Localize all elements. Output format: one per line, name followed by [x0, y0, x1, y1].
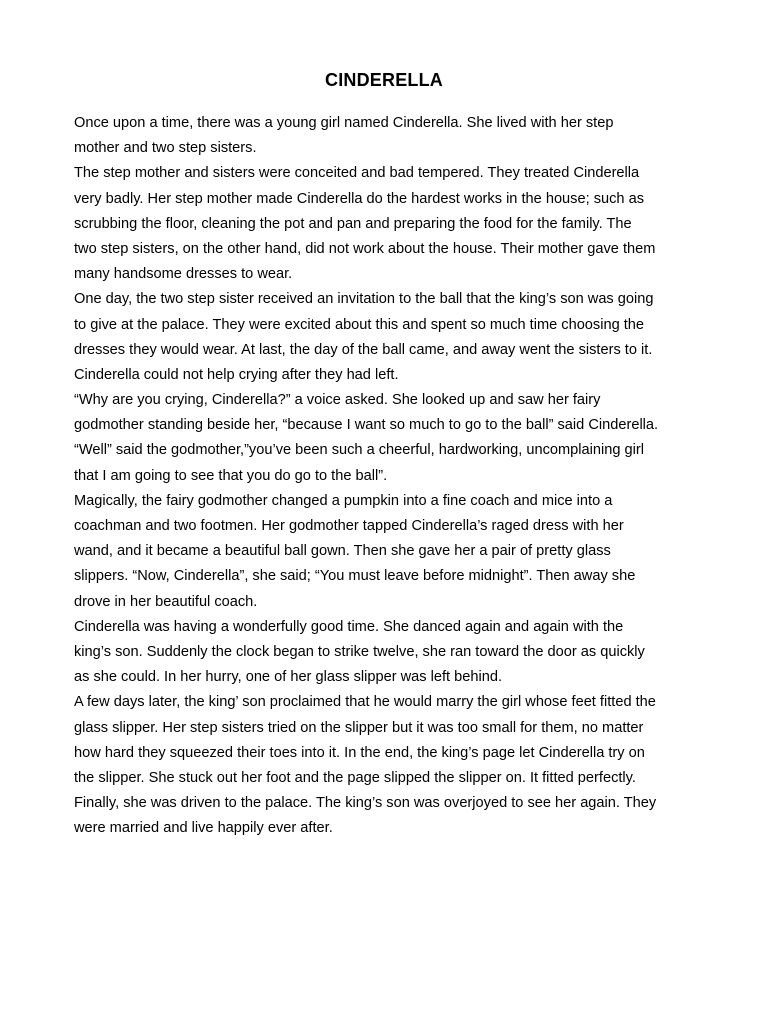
paragraph-line: king’s son. Suddenly the clock began to strike twelve, she ran toward the door as quickly	[74, 643, 645, 660]
paragraph-line: mother and two step sisters.	[74, 140, 257, 157]
paragraph-line: slippers. “Now, Cinderella”, she said; “You must leave before midnight”. Then away she	[74, 568, 636, 585]
paragraph-line: “Why are you crying, Cinderella?” a voice asked. She looked up and saw her fairy	[74, 392, 601, 409]
story-paragraph	[74, 690, 700, 841]
paragraph-line: the slipper. She stuck out her foot and the page slipped the slipper on. It fitted perfectly.	[74, 769, 636, 786]
paragraph-line: A few days later, the king’ son proclaimed that he would marry the girl whose feet fitted the	[74, 694, 656, 711]
paragraph-line: as she could. In her hurry, one of her glass slipper was left behind.	[74, 669, 503, 686]
story-paragraph	[74, 111, 700, 161]
paragraph-line: were married and live happily ever after.	[74, 820, 333, 837]
paragraph-line: how hard they squeezed their toes into it. In the end, the king’s page let Cinderella try on	[74, 744, 645, 761]
paragraph-line: One day, the two step sister received an invitation to the ball that the king’s son was going	[74, 291, 654, 308]
story-body	[74, 111, 700, 841]
paragraph-line: scrubbing the floor, cleaning the pot and pan and preparing the food for the family. The	[74, 215, 632, 232]
paragraph-line: coachman and two footmen. Her godmother tapped Cinderella’s raged dress with her	[74, 518, 624, 534]
paragraph-line: Magically, the fairy godmother changed a pumpkin into a fine coach and mice into a	[74, 492, 613, 509]
paragraph-line: wand, and it became a beautiful ball gown. Then she gave her a pair of pretty glass	[74, 543, 611, 560]
story-paragraph	[74, 615, 700, 691]
paragraph-line: godmother standing beside her, “because I want so much to go to the ball” said Cinderella.	[74, 417, 659, 434]
paragraph-line: drove in her beautiful coach.	[74, 593, 258, 610]
paragraph-line: that I am going to see that you do go to the ball”.	[74, 467, 388, 484]
story-paragraph	[74, 161, 700, 287]
paragraph-line: Cinderella could not help crying after they had left.	[74, 366, 399, 383]
paragraph-line: to give at the palace. They were excited about this and spent so much time choosing the	[74, 316, 645, 333]
paragraph-line: Once upon a time, there was a young girl named Cinderella. She lived with her step	[74, 115, 614, 131]
story-paragraph	[74, 388, 700, 489]
paragraph-line: two step sisters, on the other hand, did not work about the house. Their mother gave them	[74, 240, 656, 257]
paragraph-line: Cinderella was having a wonderfully good time. She danced again and again with the	[74, 618, 624, 635]
story-paragraph	[74, 287, 700, 388]
document-title: CINDERELLA	[325, 70, 443, 90]
paragraph-line: The step mother and sisters were conceited and bad tempered. They treated Cinderella	[74, 165, 640, 182]
paragraph-line: many handsome dresses to wear.	[74, 266, 293, 283]
paragraph-line: very badly. Her step mother made Cinderella do the hardest works in the house; such as	[74, 190, 644, 207]
paragraph-line: glass slipper. Her step sisters tried on the slipper but it was too small for them, no matter	[74, 719, 644, 736]
paragraph-line: dresses they would wear. At last, the day of the ball came, and away went the sisters to it.	[74, 341, 653, 358]
story-paragraph	[74, 489, 700, 615]
paragraph-line: “Well” said the godmother,”you’ve been such a cheerful, hardworking, uncomplaining girl	[74, 442, 645, 459]
paragraph-line: Finally, she was driven to the palace. The king’s son was overjoyed to see her again. They	[74, 795, 657, 812]
